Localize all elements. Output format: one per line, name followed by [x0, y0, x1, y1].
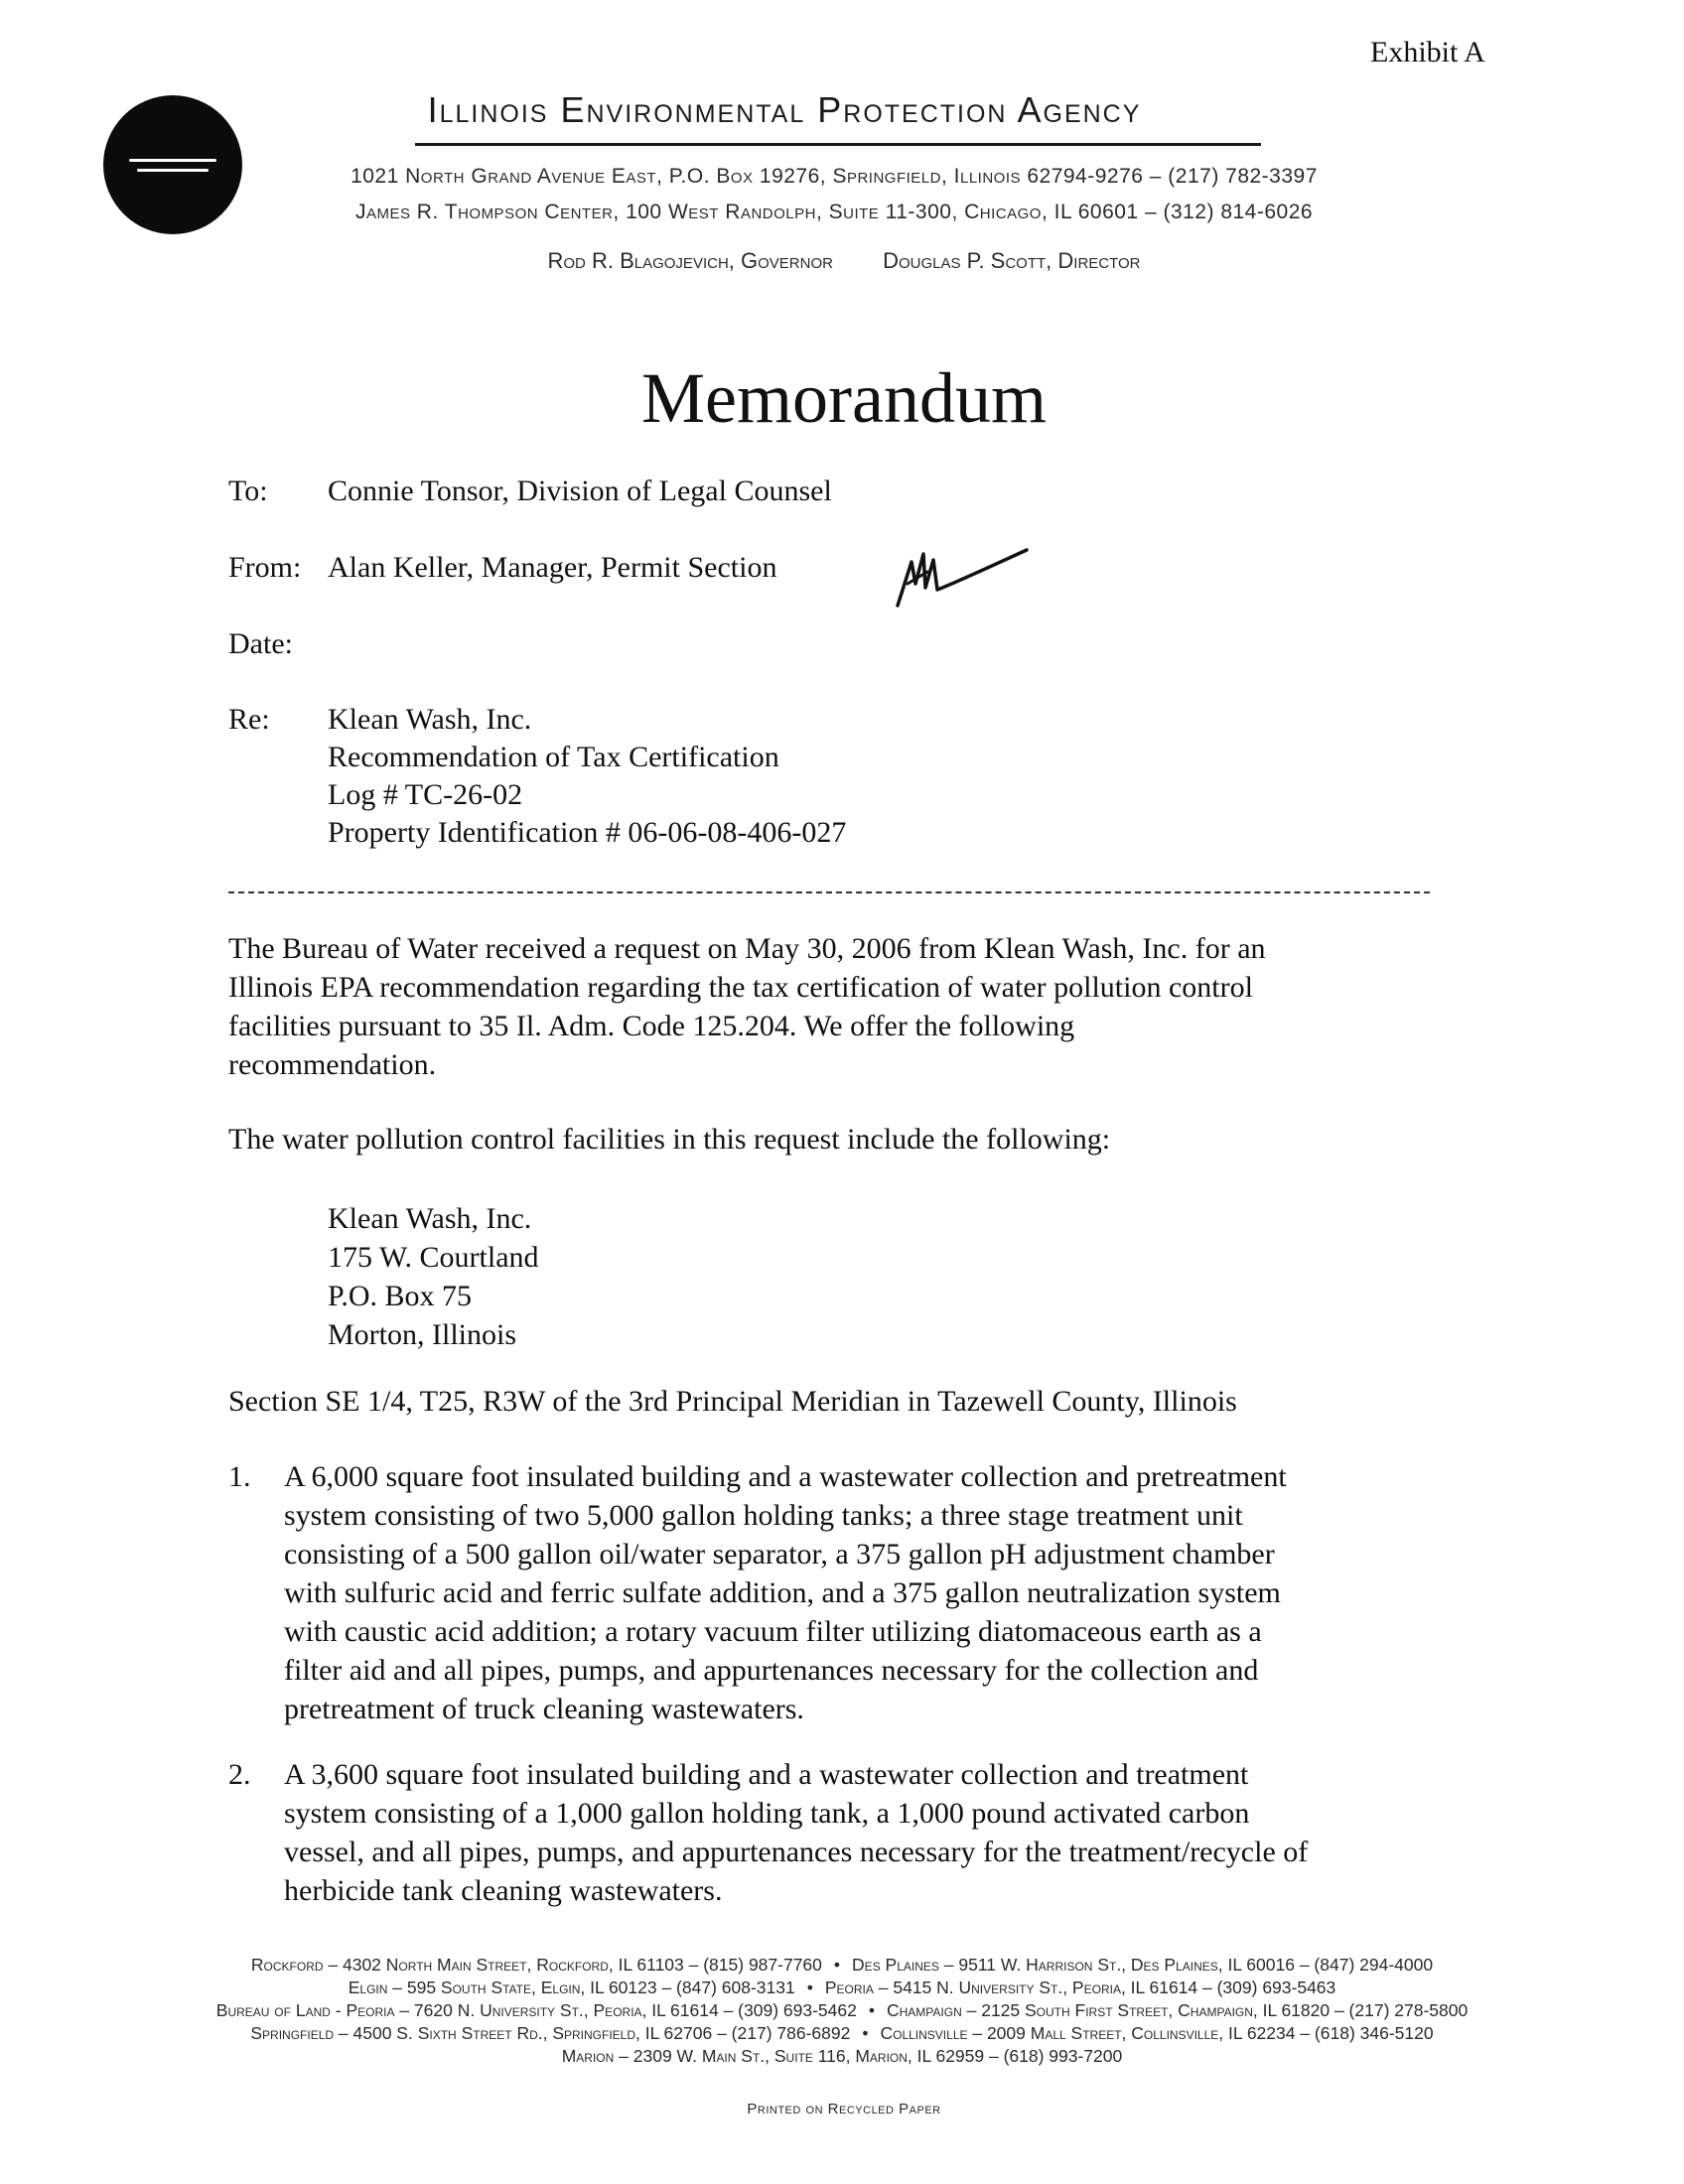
agency-seal-logo: [103, 95, 242, 234]
footer-office: Rockford – 4302 North Main Street, Rockford, IL 61103 – (815) 987-7760: [250, 1955, 822, 1975]
to-value: Connie Tonsor, Division of Legal Counsel: [328, 475, 832, 507]
letterhead-officials: [397, 248, 1291, 274]
footer-line: [60, 2022, 1624, 2045]
letterhead-divider: [415, 143, 1261, 146]
letterhead-address-springfield: 1021 North Grand Avenue East, P.O. Box 19276, Springfield, Illinois 62794-9276 – (217) 782-3397: [351, 165, 1318, 188]
intro-line: Illinois EPA recommendation regarding the tax certification of water pollution control: [228, 971, 1253, 1004]
item-line: herbicide tank cleaning wastewaters.: [284, 1874, 723, 1907]
item-line: consisting of a 500 gallon oil/water separator, a 375 gallon pH adjustment chamber: [284, 1538, 1275, 1570]
from-value: Alan Keller, Manager, Permit Section: [328, 551, 777, 584]
re-line: Log # TC-26-02: [328, 778, 523, 811]
footer-office: Champaign – 2125 South First Street, Champaign, IL 61820 – (217) 278-5800: [887, 2000, 1469, 2020]
letterhead-address-chicago: James R. Thompson Center, 100 West Randolph, Suite 11-300, Chicago, IL 60601 – (312) 814-6026: [354, 201, 1314, 223]
address-line: Morton, Illinois: [328, 1318, 517, 1351]
facilities-intro-paragraph: The water pollution control facilities in this request include the following:: [228, 1123, 1111, 1156]
exhibit-label: Exhibit A: [1370, 36, 1485, 68]
recycled-paper-note: Printed on Recycled Paper: [747, 2101, 941, 2117]
facility-item-2: [228, 1755, 1450, 1910]
item-number: 1.: [228, 1460, 251, 1493]
footer-office: Peoria – 5415 N. University St., Peoria, IL 61614 – (309) 693-5463: [824, 1978, 1336, 1997]
footer-office: Collinsville – 2009 Mall Street, Collinsville, IL 62234 – (618) 346-5120: [880, 2023, 1434, 2043]
handwritten-initials-signature: [894, 544, 1033, 614]
footer-office: Springfield – 4500 S. Sixth Street Rd., Springfield, IL 62706 – (217) 786-6892: [250, 2023, 851, 2043]
item-line: filter aid and all pipes, pumps, and appurtenances necessary for the collection and: [284, 1654, 1259, 1687]
re-label: Re:: [228, 703, 270, 736]
footer-office: Marion – 2309 W. Main St., Suite 116, Marion, IL 62959 – (618) 993-7200: [561, 2046, 1123, 2066]
re-line: Recommendation of Tax Certification: [328, 741, 779, 773]
to-label: To:: [228, 475, 268, 507]
facility-item-1: [228, 1457, 1450, 1728]
footer-office: Bureau of Land - Peoria – 7620 N. University St., Peoria, IL 61614 – (309) 693-5462: [215, 2000, 857, 2020]
item-line: system consisting of a 1,000 gallon holding tank, a 1,000 pound activated carbon: [284, 1797, 1250, 1830]
intro-line: facilities pursuant to 35 Il. Adm. Code 125.204. We offer the following: [228, 1010, 1075, 1042]
regional-offices-footer: [60, 1954, 1624, 2068]
intro-paragraph: [228, 929, 1450, 1084]
address-line: Klean Wash, Inc.: [328, 1202, 532, 1235]
item-line: vessel, and all pipes, pumps, and appurtenances necessary for the treatment/recycle of: [284, 1836, 1309, 1868]
item-line: with sulfuric acid and ferric sulfate addition, and a 375 gallon neutralization system: [284, 1576, 1281, 1609]
footer-separator: •: [806, 1978, 813, 1997]
date-label: Date:: [228, 627, 293, 660]
intro-line: The Bureau of Water received a request on May 30, 2006 from Klean Wash, Inc. for an: [228, 932, 1266, 965]
footer-line: [60, 1977, 1624, 1999]
re-line: Property Identification # 06-06-08-406-027: [328, 816, 847, 849]
footer-separator: •: [833, 1955, 841, 1975]
header-divider: [228, 891, 1430, 893]
footer-line: [60, 1954, 1624, 1977]
address-line: P.O. Box 75: [328, 1280, 473, 1312]
section-location-line: Section SE 1/4, T25, R3W of the 3rd Principal Meridian in Tazewell County, Illinois: [228, 1385, 1237, 1418]
footer-line: [60, 2045, 1624, 2068]
footer-separator: •: [862, 2023, 869, 2043]
memo-re-row: [0, 703, 1684, 862]
item-line: A 3,600 square foot insulated building and a wastewater collection and treatment: [284, 1758, 1249, 1791]
item-number: 2.: [228, 1758, 251, 1791]
footer-separator: •: [868, 2000, 875, 2020]
facility-address-block: [328, 1199, 539, 1354]
item-line: pretreatment of truck cleaning wastewaters.: [284, 1693, 804, 1725]
address-line: 175 W. Courtland: [328, 1241, 539, 1274]
intro-line: recommendation.: [228, 1048, 437, 1081]
governor-name: Rod R. Blagojevich, Governor: [547, 248, 833, 273]
footer-office: Elgin – 595 South State, Elgin, IL 60123 – (847) 608-3131: [348, 1978, 795, 1997]
footer-line: [60, 1999, 1624, 2022]
from-label: From:: [228, 551, 302, 584]
item-line: with caustic acid addition; a rotary vacuum filter utilizing diatomaceous earth as a: [284, 1615, 1262, 1648]
memo-title: Memorandum: [641, 358, 1047, 438]
director-name: Douglas P. Scott, Director: [883, 248, 1141, 273]
agency-name: Illinois Environmental Protection Agency: [427, 89, 1142, 130]
re-line: Klean Wash, Inc.: [328, 703, 532, 736]
item-line: A 6,000 square foot insulated building and a wastewater collection and pretreatment: [284, 1460, 1287, 1493]
footer-office: Des Plaines – 9511 W. Harrison St., Des Plaines, IL 60016 – (847) 294-4000: [852, 1955, 1434, 1975]
item-line: system consisting of two 5,000 gallon holding tanks; a three stage treatment unit: [284, 1499, 1243, 1532]
